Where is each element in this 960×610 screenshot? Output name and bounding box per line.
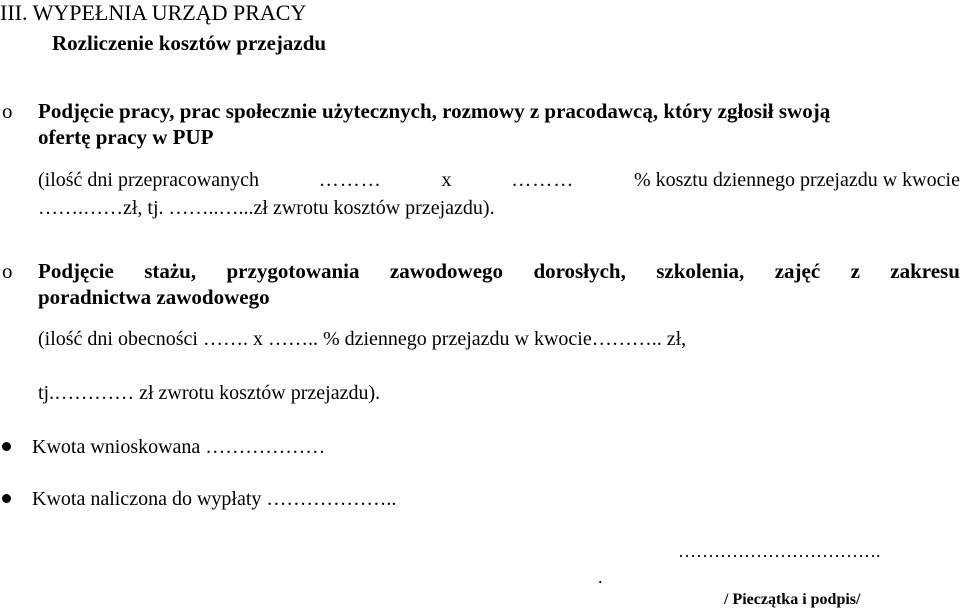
requested-bullet xyxy=(2,442,11,451)
item2-title-word: stażu, xyxy=(144,259,197,283)
item2-title-word: zajęć xyxy=(774,259,821,283)
item2-title xyxy=(38,258,960,310)
item2-calc-line1: (ilość dni obecności ……. x …….. % dziennego przejazdu w kwocie……….. zł, xyxy=(38,328,687,350)
item1-calc-percent-label: % kosztu dziennego przejazdu w kwocie xyxy=(633,169,960,191)
item2-bullet: o xyxy=(2,259,13,283)
item1-title-line2: ofertę pracy w PUP xyxy=(38,125,214,149)
item2-title-word: Podjęcie xyxy=(38,259,114,283)
item2-title-word: z xyxy=(850,259,860,283)
item1-calc-days-label: (ilość dni przepracowanych xyxy=(38,169,260,191)
item2-title-line2: poradnictwa zawodowego xyxy=(38,285,270,309)
signature-dots: ……………………………. xyxy=(678,541,881,561)
section-heading: III. WYPEŁNIA URZĄD PRACY xyxy=(0,0,307,25)
requested-amount: Kwota wnioskowana ……………… xyxy=(32,436,326,458)
signature-label: / Pieczątka i podpis/ xyxy=(724,591,861,608)
section-subtitle: Rozliczenie kosztów przejazdu xyxy=(52,31,327,55)
item1-calc-days-dots: ……… xyxy=(318,169,382,191)
item2-title-word: dorosłych, xyxy=(533,259,626,283)
item2-calc-line2: tj.………… zł zwrotu kosztów przejazdu). xyxy=(38,382,381,404)
calculated-amount: Kwota naliczona do wypłaty ……………….. xyxy=(32,488,397,510)
item2-title-word: zakresu xyxy=(890,259,960,283)
item2-title-word: zawodowego xyxy=(389,259,504,283)
item1-calc-line1 xyxy=(38,167,960,193)
item1-calc-line2: …….……zł, tj. ……..…...zł zwrotu kosztów przejazdu). xyxy=(38,197,495,219)
item2-title-word: przygotowania xyxy=(226,259,360,283)
item1-calc-percent-dots: ……… xyxy=(511,169,575,191)
item1-calc-times: x xyxy=(441,169,452,191)
item1-title xyxy=(38,98,960,150)
signature-dot: . xyxy=(598,567,603,587)
item2-title-line1 xyxy=(38,258,960,284)
item1-title-line1: Podjęcie pracy, prac społecznie użytecznych, rozmowy z pracodawcą, który zgłosił swoją xyxy=(38,99,831,123)
calculated-bullet xyxy=(2,494,11,503)
item2-title-word: szkolenia, xyxy=(656,259,745,283)
item1-bullet: o xyxy=(2,99,13,123)
